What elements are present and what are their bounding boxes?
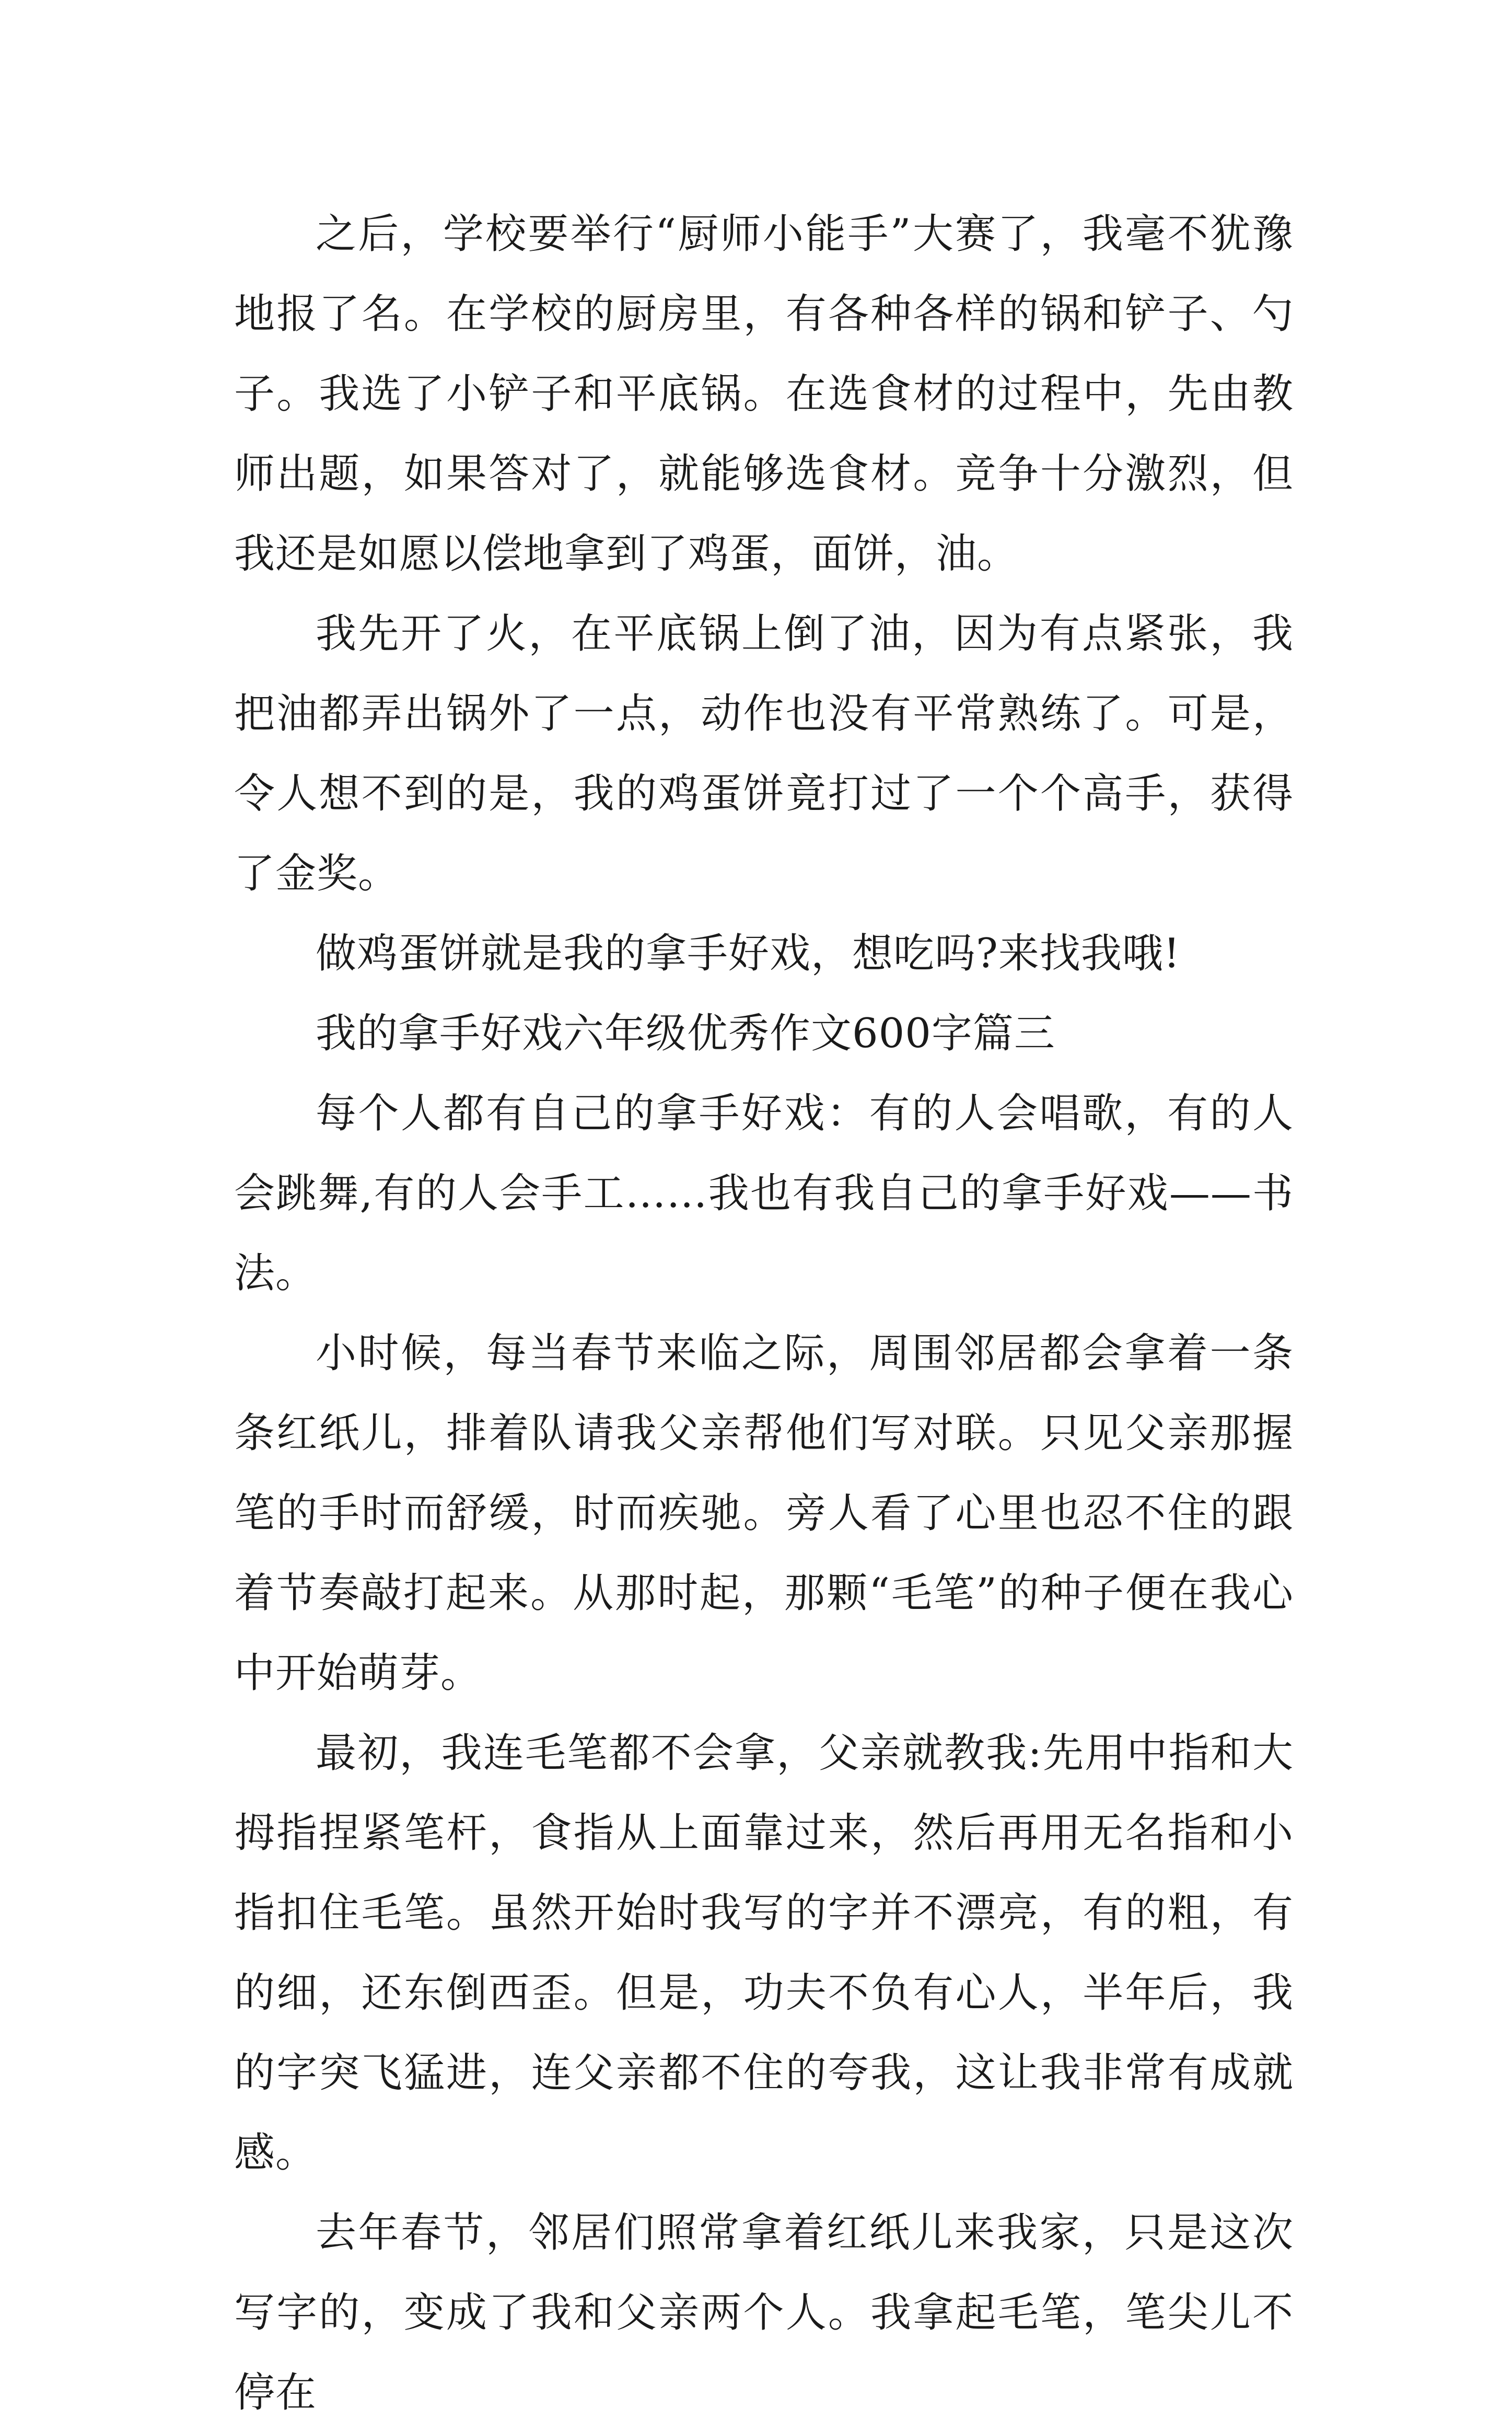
paragraph-learning: 最初，我连毛笔都不会拿，父亲就教我:先用中指和大拇指捏紧笔杆，食指从上面靠过来，然后再用无名指和小指扣住毛笔。虽然开始时我写的字并不漂亮，有的粗，有的细，还东倒西歪。但是，功夫不负有心人，半年后，我的字突飞猛进，连父亲都不住的夸我，这让我非常有成就感。 [234, 1730, 1294, 2176]
paragraph-specialty: 做鸡蛋饼就是我的拿手好戏，想吃吗?来找我哦! [316, 930, 1181, 977]
paragraph-spring-festival: 去年春节，邻居们照常拿着红纸儿来我家，只是这次写字的，变成了我和父亲两个人。我拿起毛笔，笔尖儿不停在 [234, 2209, 1294, 2416]
paragraph-contest-signup: 之后，学校要举行“厨师小能手”大赛了，我毫不犹豫地报了名。在学校的厨房里，有各种各样的锅和铲子、勺子。我选了小铲子和平底锅。在选食材的过程中，先由教师出题，如果答对了，就能够选食材。竞争十分激烈，但我还是如愿以偿地拿到了鸡蛋，面饼，油。 [234, 211, 1294, 577]
essay-body [234, 194, 1294, 2433]
paragraph-cooking: 我先开了火，在平底锅上倒了油，因为有点紧张，我把油都弄出锅外了一点，动作也没有平常熟练了。可是，令人想不到的是，我的鸡蛋饼竟打过了一个个高手，获得了金奖。 [234, 610, 1294, 897]
paragraph-intro-calligraphy: 每个人都有自己的拿手好戏：有的人会唱歌，有的人会跳舞,有的人会手工……我也有我自己的拿手好戏——书法。 [234, 1090, 1294, 1297]
paragraph-childhood: 小时候，每当春节来临之际，周围邻居都会拿着一条条红纸儿，排着队请我父亲帮他们写对联。只见父亲那握笔的手时而舒缓，时而疾驰。旁人看了心里也忍不住的跟着节奏敲打起来。从那时起，那颗“毛笔”的种子便在我心中开始萌芽。 [234, 1330, 1294, 1697]
essay-title: 我的拿手好戏六年级优秀作文600字篇三 [316, 1010, 1055, 1057]
